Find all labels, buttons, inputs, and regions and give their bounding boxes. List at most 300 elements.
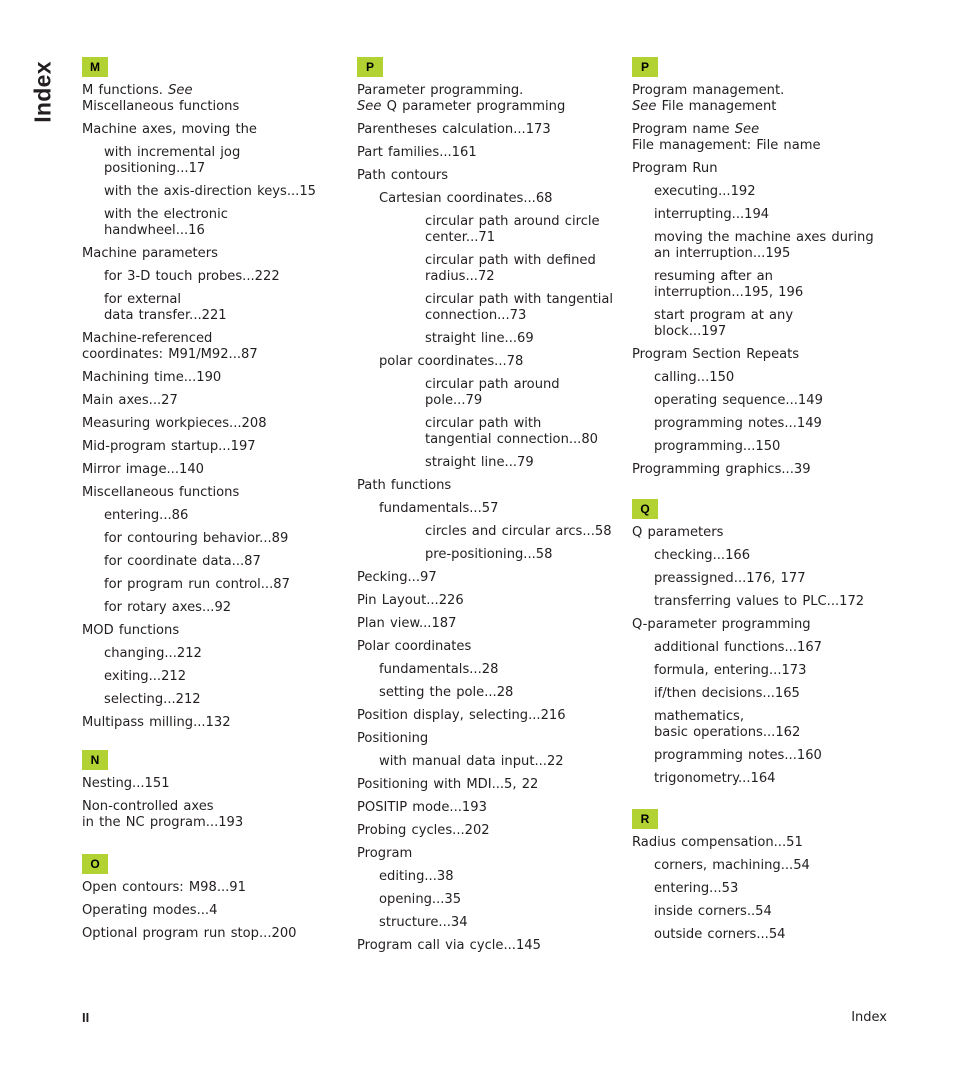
index-entry bbox=[632, 858, 894, 874]
index-entry bbox=[357, 846, 619, 862]
entry-text: coordinates: M91/M92...87 bbox=[82, 347, 258, 362]
index-entry-line bbox=[104, 308, 344, 324]
index-entry bbox=[82, 776, 344, 792]
entry-text: circular path around circle bbox=[425, 214, 600, 229]
index-entry-line bbox=[654, 709, 894, 725]
index-entry bbox=[357, 416, 619, 448]
index-entry bbox=[632, 393, 894, 409]
index-entry bbox=[632, 122, 894, 154]
index-entry-line bbox=[632, 99, 894, 115]
index-entry-line bbox=[654, 184, 894, 200]
index-entry bbox=[82, 246, 344, 262]
entry-text: circular path with bbox=[425, 416, 542, 431]
index-entry-line bbox=[425, 393, 619, 409]
entry-text: outside corners...54 bbox=[654, 927, 786, 942]
entry-text: circular path with tangential bbox=[425, 292, 614, 307]
entry-text: center...71 bbox=[425, 230, 496, 245]
index-entry bbox=[357, 869, 619, 885]
index-entry bbox=[357, 639, 619, 655]
index-entry-line bbox=[654, 881, 894, 897]
entry-text: moving the machine axes during bbox=[654, 230, 874, 245]
entry-text: trigonometry...164 bbox=[654, 771, 776, 786]
entry-text: Program bbox=[357, 846, 413, 861]
entry-text: Miscellaneous functions bbox=[82, 485, 240, 500]
index-entry-line bbox=[357, 99, 619, 115]
entry-text: calling...150 bbox=[654, 370, 735, 385]
entry-text: Machine axes, moving the bbox=[82, 122, 257, 137]
entry-text: Parameter programming. bbox=[357, 83, 524, 98]
entry-text: Nesting...151 bbox=[82, 776, 170, 791]
entry-text: entering...53 bbox=[654, 881, 739, 896]
index-entry-line bbox=[379, 915, 619, 931]
section-letter-badge: N bbox=[82, 750, 108, 770]
entry-text: changing...212 bbox=[104, 646, 202, 661]
index-entry bbox=[357, 478, 619, 494]
index-entry-line bbox=[104, 669, 344, 685]
index-entry-line bbox=[82, 370, 344, 386]
index-entry-line bbox=[654, 269, 894, 285]
section-letter-badge: O bbox=[82, 854, 108, 874]
index-entry bbox=[82, 393, 344, 409]
index-entry-line bbox=[379, 892, 619, 908]
index-entry-line bbox=[425, 308, 619, 324]
entry-text: Operating modes...4 bbox=[82, 903, 218, 918]
index-entry bbox=[357, 708, 619, 724]
index-entry-line bbox=[654, 640, 894, 656]
index-entry bbox=[632, 904, 894, 920]
index-entry-line bbox=[104, 600, 344, 616]
entry-text: Q-parameter programming bbox=[632, 617, 811, 632]
index-entry-line bbox=[104, 161, 344, 177]
index-entry bbox=[357, 662, 619, 678]
entry-text: programming...150 bbox=[654, 439, 781, 454]
index-entry bbox=[82, 83, 344, 115]
index-entry-line bbox=[425, 377, 619, 393]
index-entry bbox=[357, 800, 619, 816]
entry-text: connection...73 bbox=[425, 308, 527, 323]
entry-text: pole...79 bbox=[425, 393, 483, 408]
footer-section-label: Index bbox=[851, 1010, 887, 1025]
index-entry-line bbox=[425, 230, 619, 246]
entry-text: fundamentals...28 bbox=[379, 662, 499, 677]
index-entry-line bbox=[425, 524, 619, 540]
index-entry-line bbox=[654, 748, 894, 764]
index-entry-line bbox=[104, 269, 344, 285]
index-entry-line bbox=[82, 485, 344, 501]
entry-text: Radius compensation...51 bbox=[632, 835, 803, 850]
entry-text: resuming after an bbox=[654, 269, 773, 284]
entry-text: with incremental jog bbox=[104, 145, 241, 160]
entry-text: Machining time...190 bbox=[82, 370, 222, 385]
entry-text: Open contours: M98...91 bbox=[82, 880, 246, 895]
entry-text: Path functions bbox=[357, 478, 452, 493]
entry-text: Mirror image...140 bbox=[82, 462, 205, 477]
index-entry bbox=[357, 214, 619, 246]
index-entry-line bbox=[82, 122, 344, 138]
index-side-title bbox=[26, 52, 60, 132]
index-entry-line bbox=[654, 548, 894, 564]
see-reference: See bbox=[357, 99, 382, 114]
index-entry bbox=[357, 616, 619, 632]
entry-text: if/then decisions...165 bbox=[654, 686, 800, 701]
index-entry-line bbox=[357, 708, 619, 724]
entry-text: Program call via cycle...145 bbox=[357, 938, 541, 953]
entry-text: handwheel...16 bbox=[104, 223, 205, 238]
index-entry bbox=[357, 501, 619, 517]
index-entry bbox=[357, 191, 619, 207]
entry-text: in the NC program...193 bbox=[82, 815, 244, 830]
entry-text: opening...35 bbox=[379, 892, 462, 907]
index-entry bbox=[632, 640, 894, 656]
entry-text: Optional program run stop...200 bbox=[82, 926, 297, 941]
index-entry-line bbox=[82, 416, 344, 432]
index-entry-line bbox=[82, 715, 344, 731]
index-entry-line bbox=[357, 593, 619, 609]
index-entry bbox=[82, 623, 344, 639]
index-entry-line bbox=[425, 416, 619, 432]
entry-text: Main axes...27 bbox=[82, 393, 178, 408]
index-entry bbox=[82, 416, 344, 432]
index-entry-line bbox=[379, 869, 619, 885]
index-entry bbox=[82, 122, 344, 138]
index-entry bbox=[82, 485, 344, 501]
index-entry bbox=[82, 692, 344, 708]
index-entry bbox=[632, 230, 894, 262]
index-entry-line bbox=[379, 754, 619, 770]
section-letter-badge: R bbox=[632, 809, 658, 829]
index-entry-line bbox=[104, 292, 344, 308]
index-entry-line bbox=[104, 577, 344, 593]
entry-text: operating sequence...149 bbox=[654, 393, 823, 408]
entry-text: Multipass milling...132 bbox=[82, 715, 231, 730]
index-entry-line bbox=[654, 771, 894, 787]
entry-text: with the electronic bbox=[104, 207, 228, 222]
index-entry-line bbox=[104, 646, 344, 662]
entry-text: Path contours bbox=[357, 168, 449, 183]
index-entry bbox=[82, 880, 344, 896]
index-entry bbox=[632, 416, 894, 432]
index-entry-line bbox=[82, 926, 344, 942]
index-entry-line bbox=[654, 927, 894, 943]
index-entry-line bbox=[357, 83, 619, 99]
index-entry-line bbox=[654, 393, 894, 409]
entry-text: Polar coordinates bbox=[357, 639, 472, 654]
index-entry bbox=[632, 525, 894, 541]
entry-text: Program Run bbox=[632, 161, 718, 176]
index-entry-line bbox=[425, 455, 619, 471]
entry-text: circles and circular arcs...58 bbox=[425, 524, 612, 539]
index-entry-line bbox=[632, 525, 894, 541]
entry-text: interruption...195, 196 bbox=[654, 285, 804, 300]
index-section-p bbox=[357, 56, 619, 961]
entry-text: Machine-referenced bbox=[82, 331, 213, 346]
index-entry bbox=[632, 207, 894, 223]
entry-text: M functions. bbox=[82, 83, 169, 98]
index-entry bbox=[632, 184, 894, 200]
entry-text: Mid-program startup...197 bbox=[82, 439, 256, 454]
entry-text: Part families...161 bbox=[357, 145, 477, 160]
index-entry-line bbox=[425, 292, 619, 308]
index-entry-line bbox=[425, 547, 619, 563]
entry-text: Miscellaneous functions bbox=[82, 99, 240, 114]
entry-text: Machine parameters bbox=[82, 246, 218, 261]
index-entry-line bbox=[654, 416, 894, 432]
entry-text: with manual data input...22 bbox=[379, 754, 564, 769]
index-entry bbox=[632, 835, 894, 851]
index-entry bbox=[357, 83, 619, 115]
index-section-p bbox=[632, 56, 894, 485]
entry-text: for program run control...87 bbox=[104, 577, 290, 592]
index-entry-line bbox=[357, 846, 619, 862]
index-entry bbox=[357, 754, 619, 770]
entry-text: start program at any bbox=[654, 308, 794, 323]
index-entry bbox=[82, 646, 344, 662]
index-entry bbox=[632, 686, 894, 702]
section-letter-badge: M bbox=[82, 57, 108, 77]
index-entry bbox=[357, 292, 619, 324]
entry-text: Position display, selecting...216 bbox=[357, 708, 566, 723]
index-entry-line bbox=[379, 501, 619, 517]
index-entry bbox=[357, 593, 619, 609]
entry-text: polar coordinates...78 bbox=[379, 354, 524, 369]
index-entry-line bbox=[654, 594, 894, 610]
entry-text: an interruption...195 bbox=[654, 246, 791, 261]
index-entry bbox=[82, 669, 344, 685]
entry-text: checking...166 bbox=[654, 548, 751, 563]
index-entry-line bbox=[654, 324, 894, 340]
index-entry-line bbox=[654, 207, 894, 223]
index-entry bbox=[82, 926, 344, 942]
index-entry-line bbox=[82, 815, 344, 831]
index-entry-line bbox=[632, 138, 894, 154]
entry-text: positioning...17 bbox=[104, 161, 206, 176]
index-entry-line bbox=[425, 331, 619, 347]
index-entry-line bbox=[654, 725, 894, 741]
index-entry-line bbox=[357, 168, 619, 184]
index-entry-line bbox=[82, 776, 344, 792]
index-entry bbox=[82, 531, 344, 547]
index-entry-line bbox=[82, 880, 344, 896]
index-entry-line bbox=[104, 554, 344, 570]
index-title-text: Index bbox=[29, 61, 56, 123]
index-entry bbox=[357, 377, 619, 409]
entry-text: selecting...212 bbox=[104, 692, 201, 707]
index-entry bbox=[82, 600, 344, 616]
index-entry bbox=[82, 799, 344, 831]
index-entry-line bbox=[632, 835, 894, 851]
index-entry-line bbox=[379, 354, 619, 370]
index-entry bbox=[632, 370, 894, 386]
index-entry bbox=[632, 83, 894, 115]
index-section-n bbox=[82, 749, 344, 838]
index-entry bbox=[82, 577, 344, 593]
index-entry-line bbox=[357, 731, 619, 747]
index-entry bbox=[357, 915, 619, 931]
index-entry-line bbox=[104, 184, 344, 200]
index-entry-line bbox=[82, 246, 344, 262]
index-entry-line bbox=[104, 692, 344, 708]
index-entry bbox=[82, 331, 344, 363]
index-entry-line bbox=[654, 308, 894, 324]
index-entry bbox=[632, 269, 894, 301]
index-entry bbox=[632, 439, 894, 455]
index-entry-line bbox=[82, 623, 344, 639]
entry-text: transferring values to PLC...172 bbox=[654, 594, 865, 609]
entry-text: tangential connection...80 bbox=[425, 432, 599, 447]
entry-text: Cartesian coordinates...68 bbox=[379, 191, 553, 206]
index-entry-line bbox=[357, 777, 619, 793]
index-section-m bbox=[82, 56, 344, 738]
index-entry bbox=[632, 771, 894, 787]
entry-text: Probing cycles...202 bbox=[357, 823, 490, 838]
entry-text: basic operations...162 bbox=[654, 725, 801, 740]
index-entry-line bbox=[357, 478, 619, 494]
index-entry-line bbox=[82, 99, 344, 115]
index-section-o bbox=[82, 853, 344, 949]
entry-text: Positioning bbox=[357, 731, 429, 746]
index-entry-line bbox=[357, 639, 619, 655]
entry-text: Positioning with MDI...5, 22 bbox=[357, 777, 539, 792]
index-entry-line bbox=[654, 686, 894, 702]
index-entry-line bbox=[82, 83, 344, 99]
index-entry-line bbox=[632, 347, 894, 363]
index-entry bbox=[357, 777, 619, 793]
index-entry bbox=[632, 594, 894, 610]
index-entry bbox=[357, 122, 619, 138]
entry-text: Programming graphics...39 bbox=[632, 462, 811, 477]
index-entry-line bbox=[357, 823, 619, 839]
index-entry bbox=[632, 548, 894, 564]
entry-text: data transfer...221 bbox=[104, 308, 227, 323]
index-entry-line bbox=[82, 439, 344, 455]
index-entry bbox=[82, 462, 344, 478]
entry-text: fundamentals...57 bbox=[379, 501, 499, 516]
entry-text: editing...38 bbox=[379, 869, 454, 884]
index-entry bbox=[632, 617, 894, 633]
index-entry bbox=[357, 547, 619, 563]
entry-text: Program name bbox=[632, 122, 735, 137]
index-entry bbox=[82, 292, 344, 324]
index-entry bbox=[82, 370, 344, 386]
index-entry-line bbox=[82, 799, 344, 815]
index-entry bbox=[632, 927, 894, 943]
index-entry bbox=[82, 184, 344, 200]
index-entry bbox=[632, 161, 894, 177]
entry-text: block...197 bbox=[654, 324, 727, 339]
index-entry-line bbox=[379, 662, 619, 678]
index-entry-line bbox=[654, 904, 894, 920]
index-entry bbox=[82, 207, 344, 239]
index-entry bbox=[357, 331, 619, 347]
entry-text: programming notes...160 bbox=[654, 748, 822, 763]
entry-text: formula, entering...173 bbox=[654, 663, 807, 678]
entry-text: File management: File name bbox=[632, 138, 821, 153]
index-entry bbox=[632, 881, 894, 897]
entry-text: circular path with defined bbox=[425, 253, 596, 268]
index-entry bbox=[357, 685, 619, 701]
entry-text: for external bbox=[104, 292, 182, 307]
index-entry-line bbox=[104, 223, 344, 239]
page-number: II bbox=[82, 1010, 90, 1025]
index-entry-line bbox=[104, 145, 344, 161]
entry-text: mathematics, bbox=[654, 709, 745, 724]
entry-text: Program Section Repeats bbox=[632, 347, 800, 362]
entry-text: corners, machining...54 bbox=[654, 858, 810, 873]
index-entry-line bbox=[425, 214, 619, 230]
entry-text: for rotary axes...92 bbox=[104, 600, 232, 615]
index-entry-line bbox=[357, 122, 619, 138]
entry-text: Q parameters bbox=[632, 525, 724, 540]
entry-text: straight line...69 bbox=[425, 331, 534, 346]
index-entry bbox=[632, 663, 894, 679]
index-entry-line bbox=[357, 570, 619, 586]
entry-text: with the axis-direction keys...15 bbox=[104, 184, 316, 199]
index-entry bbox=[357, 145, 619, 161]
index-entry-line bbox=[654, 370, 894, 386]
entry-text: entering...86 bbox=[104, 508, 189, 523]
index-entry-line bbox=[654, 246, 894, 262]
index-entry bbox=[82, 715, 344, 731]
entry-text: executing...192 bbox=[654, 184, 756, 199]
index-entry bbox=[357, 168, 619, 184]
index-entry bbox=[82, 903, 344, 919]
entry-text: File management bbox=[656, 99, 777, 114]
index-entry bbox=[632, 462, 894, 478]
index-entry bbox=[632, 748, 894, 764]
index-entry-line bbox=[379, 685, 619, 701]
entry-text: Pin Layout...226 bbox=[357, 593, 464, 608]
index-entry-line bbox=[82, 903, 344, 919]
index-entry-line bbox=[357, 145, 619, 161]
index-entry-line bbox=[654, 663, 894, 679]
index-entry bbox=[357, 823, 619, 839]
section-letter-badge: P bbox=[632, 57, 658, 77]
entry-text: Measuring workpieces...208 bbox=[82, 416, 267, 431]
index-entry bbox=[82, 554, 344, 570]
index-entry-line bbox=[82, 347, 344, 363]
entry-text: for coordinate data...87 bbox=[104, 554, 261, 569]
index-entry-line bbox=[379, 191, 619, 207]
entry-text: exiting...212 bbox=[104, 669, 187, 684]
index-entry-line bbox=[632, 617, 894, 633]
index-entry bbox=[632, 308, 894, 340]
index-entry-line bbox=[632, 462, 894, 478]
index-entry-line bbox=[357, 800, 619, 816]
index-entry-line bbox=[425, 432, 619, 448]
index-entry bbox=[357, 570, 619, 586]
index-entry bbox=[357, 253, 619, 285]
entry-text: pre-positioning...58 bbox=[425, 547, 553, 562]
index-section-r bbox=[632, 808, 894, 950]
index-section-q bbox=[632, 498, 894, 794]
index-entry bbox=[357, 938, 619, 954]
entry-text: Plan view...187 bbox=[357, 616, 457, 631]
index-entry-line bbox=[654, 285, 894, 301]
entry-text: setting the pole...28 bbox=[379, 685, 514, 700]
index-entry bbox=[632, 347, 894, 363]
entry-text: Q parameter programming bbox=[381, 99, 566, 114]
entry-text: MOD functions bbox=[82, 623, 180, 638]
section-letter-badge: Q bbox=[632, 499, 658, 519]
entry-text: circular path around bbox=[425, 377, 560, 392]
index-entry bbox=[357, 354, 619, 370]
index-entry-line bbox=[82, 462, 344, 478]
entry-text: Program management. bbox=[632, 83, 785, 98]
index-entry-line bbox=[357, 616, 619, 632]
index-entry bbox=[632, 709, 894, 741]
entry-text: Pecking...97 bbox=[357, 570, 437, 585]
entry-text: inside corners..54 bbox=[654, 904, 772, 919]
